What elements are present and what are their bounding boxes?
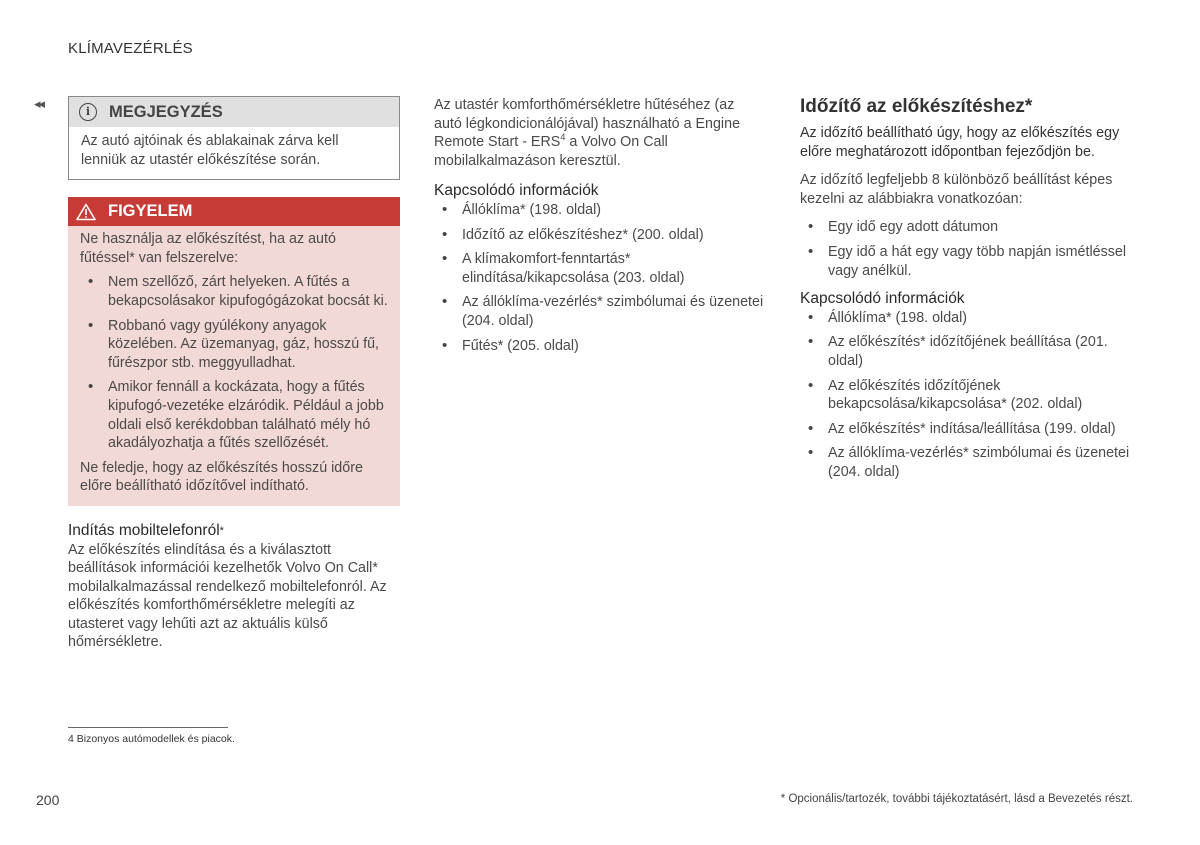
mobile-section: [68, 522, 400, 652]
info-icon: i: [79, 103, 97, 121]
list-item: • Amikor fennáll a kockázata, hogy a fűtés kipufogó-vezetéke elzáródik. Például a jobb oldali első kerékdobban található mély hó akadályozhatja a fűtés szellőzését.: [80, 378, 388, 452]
warning-title: FIGYELEM: [108, 202, 193, 221]
mobile-section-text: Az előkészítés elindítása és a kiválasztott beállítások információi kezelhetők Volvo On Call* mobilalkalmazással rendelkező mobiltelefonról. Az előkészítés komforthőmérsékletre melegíti az utasteret vagy lehűti azt az aktuális külső hőmérsékletre.: [68, 541, 387, 651]
timer-options-list: [800, 218, 1132, 280]
mobile-section-title: Indítás mobiltelefonról*: [68, 521, 224, 539]
footer-note: * Opcionális/tartozék, további tájékoztatásért, lásd a Bevezetés részt.: [780, 793, 1133, 805]
warning-outro: Ne feledje, hogy az előkészítés hosszú időre előre beállítható időzítővel indítható.: [80, 459, 363, 495]
list-item: • Nem szellőző, zárt helyeken. A fűtés a bekapcsolásakor kipufogógázokat bocsát ki.: [80, 273, 388, 310]
related-link[interactable]: • Az előkészítés* indítása/leállítása (199. oldal): [800, 420, 1132, 439]
warning-list: [80, 273, 388, 452]
related-link[interactable]: • Állóklíma* (198. oldal): [800, 309, 1132, 328]
note-text: Az autó ajtóinak és ablakainak zárva kell lenniük az utastér előkészítése során.: [81, 133, 339, 168]
related-link[interactable]: • Fűtés* (205. oldal): [434, 337, 766, 356]
related-link[interactable]: • Az előkészítés* időzítőjének beállítása (201. oldal): [800, 333, 1132, 370]
related-link[interactable]: • Az állóklíma-vezérlés* szimbólumai és üzenetei (204. oldal): [800, 444, 1132, 481]
list-item: • Robbanó vagy gyúlékony anyagok közelében. Az üzemanyag, gáz, hosszú fű, fűrészpor stb. meggyulladhat.: [80, 317, 388, 373]
warning-box: [68, 197, 400, 506]
footnote: 4 Bizonyos autómodellek és piacok.: [68, 733, 235, 745]
note-header: [69, 97, 399, 127]
related-link[interactable]: • Az állóklíma-vezérlés* szimbólumai és üzenetei (204. oldal): [434, 293, 766, 330]
warning-triangle-icon: [76, 203, 96, 221]
note-box: [68, 96, 400, 180]
column-middle: [434, 96, 766, 361]
related-link[interactable]: • Állóklíma* (198. oldal): [434, 201, 766, 220]
section-text: Az időzítő legfeljebb 8 különböző beállítást képes kezelni az alábbiakra vonatkozóan:: [800, 172, 1113, 207]
note-title: MEGJEGYZÉS: [109, 102, 223, 121]
back-arrows-icon[interactable]: ◂◂: [34, 96, 44, 111]
footnote-ref[interactable]: 4: [560, 132, 566, 143]
warning-body: [68, 226, 400, 506]
warning-header: [68, 197, 400, 226]
column-left: [68, 96, 400, 652]
ers-intro: Az utastér komforthőmérsékletre hűtéséhez (az autó légkondicionálójával) használható a Engine Remote Start - ERS$^4$ a Volvo On Call mobilalkalmazáson keresztül.: [434, 97, 741, 169]
related-info-list: [800, 309, 1132, 482]
warning-intro: Ne használja az előkészítést, ha az autó fűtéssel* van felszerelve:: [80, 231, 336, 266]
related-link[interactable]: • Az előkészítés időzítőjének bekapcsolása/kikapcsolása* (202. oldal): [800, 377, 1132, 414]
section-title: Időzítő az előkészítéshez*: [800, 96, 1033, 117]
page-header: KLÍMAVEZÉRLÉS: [68, 40, 193, 57]
related-link[interactable]: • A klímakomfort-fenntartás* elindítása/kikapcsolása (203. oldal): [434, 250, 766, 287]
section-lead: Az időzítő beállítható úgy, hogy az előkészítés egy előre meghatározott időpontban fejeződjön be.: [800, 125, 1120, 160]
list-item: • Egy idő egy adott dátumon: [800, 218, 1132, 237]
footnote-divider: [68, 727, 228, 728]
related-info-title: Kapcsolódó információk: [434, 182, 599, 200]
related-info-title: Kapcsolódó információk: [800, 290, 965, 308]
related-link[interactable]: • Időzítő az előkészítéshez* (200. oldal): [434, 226, 766, 245]
related-info-list: [434, 201, 766, 355]
list-item: • Egy idő a hát egy vagy több napján ismétléssel vagy anélkül.: [800, 243, 1132, 280]
column-right: [800, 96, 1132, 488]
page-number: 200: [36, 792, 60, 808]
